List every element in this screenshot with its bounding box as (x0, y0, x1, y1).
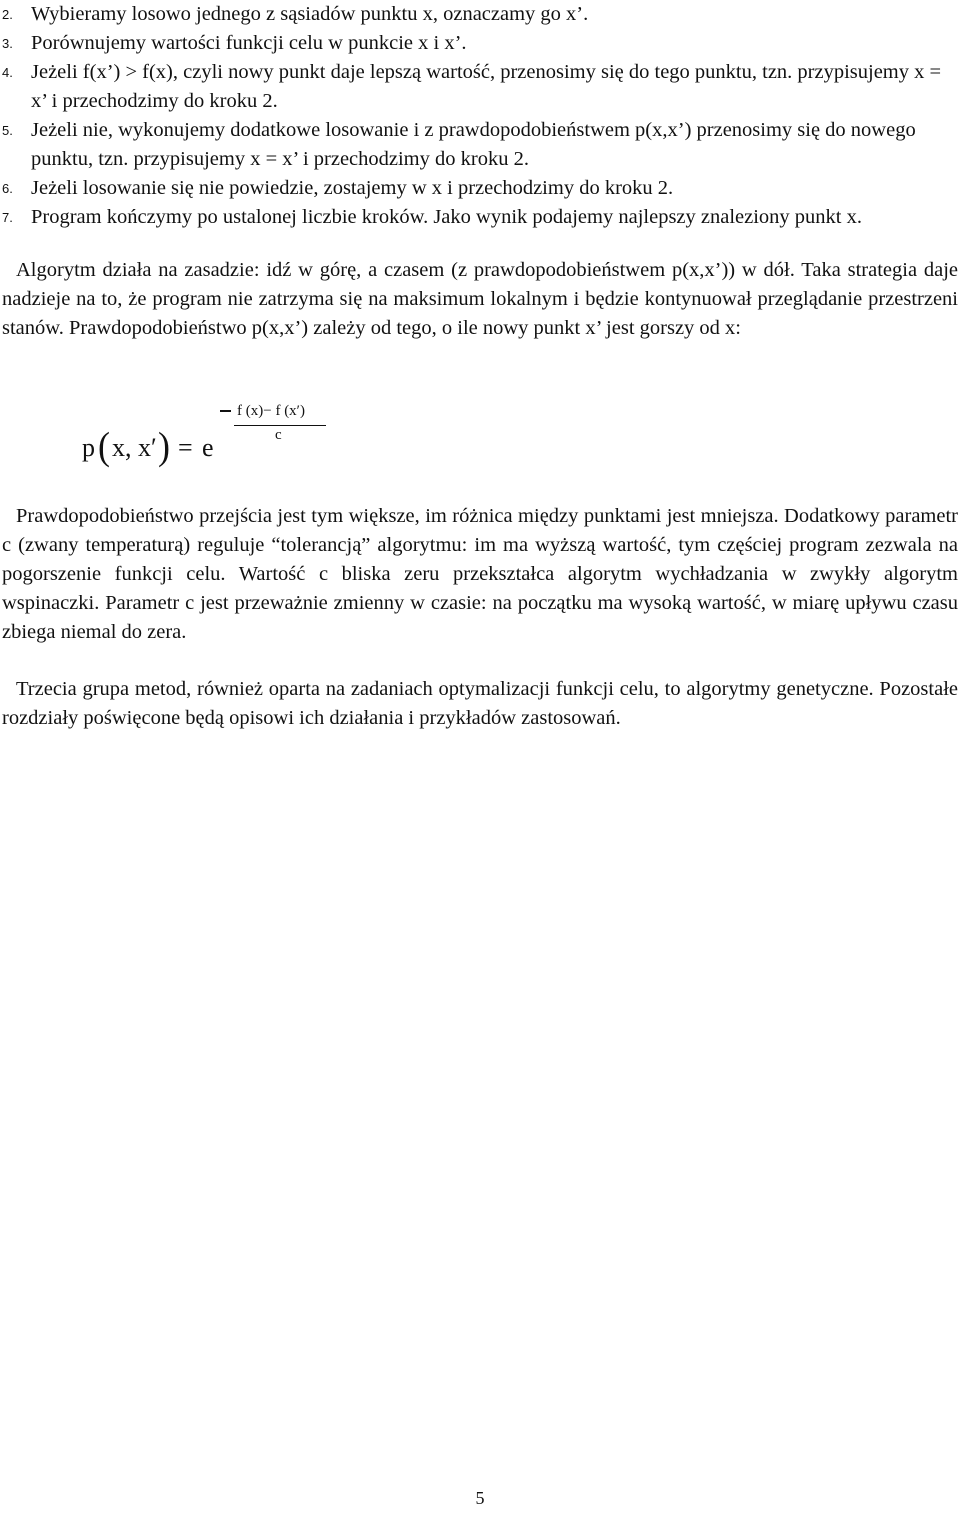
formula-exponent-denominator: c (275, 427, 282, 443)
step-number: 4. (2, 65, 13, 80)
paragraph-genetic: Trzecia grupa metod, również oparta na zadaniach optymalizacji funkcji celu, to algorytmy genetyczne. Pozostałe rozdziały poświęcone będą opisowi ich działania i przykładów zastosowań. (2, 678, 958, 729)
formula-base: e (202, 433, 214, 462)
formula-p: p (82, 433, 95, 462)
step-number: 5. (2, 123, 13, 138)
step-item (0, 0, 958, 29)
step-item (0, 174, 958, 203)
step-number: 2. (2, 7, 13, 22)
formula-fraction-bar (234, 425, 326, 426)
paragraph-algorithm: Algorytm działa na zasadzie: idź w górę, a czasem (z prawdopodobieństwem p(x,x’)) w dół. Taka strategia daje nadzieje na to, że program nie zatrzyma się na maksimum lokalnym i będzie kontynuował przeglądanie przestrzeni stanów. Prawdopodobieństwo p(x,x’) zależy od tego, o ile nowy punkt x’ jest gorszy od x: (2, 259, 958, 339)
step-text: Jeżeli nie, wykonujemy dodatkowe losowanie i z prawdopodobieństwem p(x,x’) przenosimy się do nowego punktu, tzn. przypisujemy x = x’ i przechodzimy do kroku 2. (31, 119, 916, 170)
step-text: Jeżeli losowanie się nie powiedzie, zostajemy w x i przechodzimy do kroku 2. (31, 177, 674, 199)
probability-formula (82, 403, 382, 483)
step-text: Porównujemy wartości funkcji celu w punkcie x i x’. (31, 32, 467, 54)
formula-close-paren: ) (158, 424, 170, 468)
formula-arguments: x, x′ (112, 433, 157, 462)
step-number: 3. (2, 36, 13, 51)
step-item (0, 116, 958, 174)
formula-open-paren: ( (98, 424, 110, 468)
algorithm-steps-list (0, 0, 958, 232)
step-item (0, 29, 958, 58)
formula-exponent-minus (220, 410, 231, 412)
step-item (0, 58, 958, 116)
step-item (0, 203, 958, 232)
step-number: 7. (2, 210, 13, 225)
formula-equals: = (178, 433, 193, 462)
page-number: 5 (475, 1488, 485, 1508)
step-text: Jeżeli f(x’) > f(x), czyli nowy punkt daje lepszą wartość, przenosimy się do tego punktu, tzn. przypisujemy x = x’ i przechodzimy do kroku 2. (31, 61, 942, 112)
step-text: Wybieramy losowo jednego z sąsiadów punktu x, oznaczamy go x’. (31, 3, 589, 25)
step-text: Program kończymy po ustalonej liczbie kroków. Jako wynik podajemy najlepszy znaleziony punkt x. (31, 206, 863, 228)
paragraph-probability: Prawdopodobieństwo przejścia jest tym większe, im różnica między punktami jest mniejsza. Dodatkowy parametr c (zwany temperaturą) reguluje “tolerancją” algorytmu: im ma wyższą wartość, tym częściej program zezwala na pogorszenie funkcji celu. Wartość c bliska zeru przekształca algorytm wychładzania w zwykły algorytm wspinaczki. Parametr c jest przeważnie zmienny w czasie: na początku ma wysoką wartość, w miarę upływu czasu zbiega niemal do zera. (2, 505, 958, 643)
step-number: 6. (2, 181, 13, 196)
formula-exponent-numerator: f (x)− f (x′) (237, 403, 305, 419)
